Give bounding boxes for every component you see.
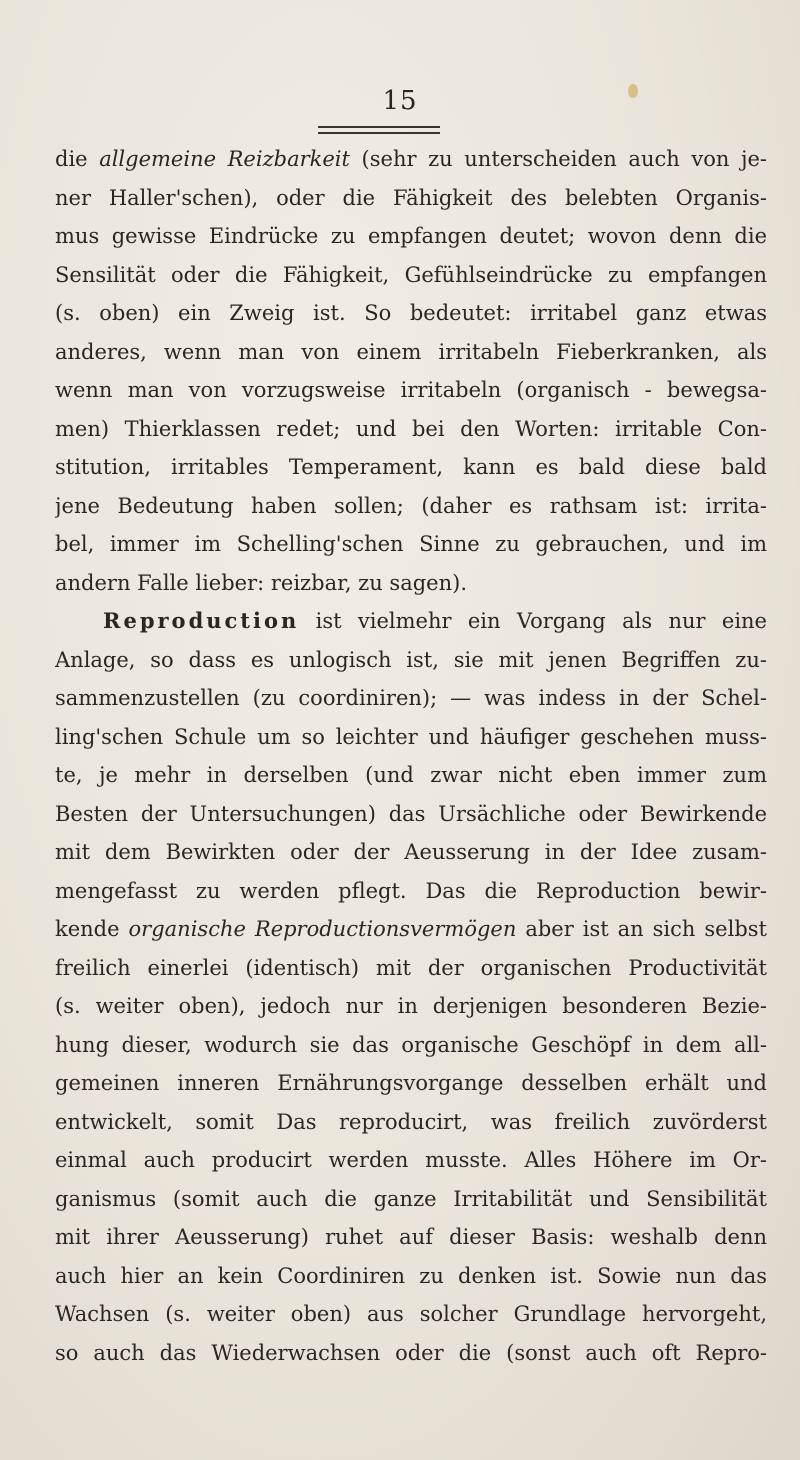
body-text <box>55 140 767 1372</box>
text-line: stitution, irritables Temperament, kann es bald diese bald <box>55 455 767 479</box>
text-line: bel, immer im Schelling'schen Sinne zu gebrauchen, und im <box>55 532 767 556</box>
text-line: mus gewisse Eindrücke zu empfangen deutet; wovon denn die <box>55 224 767 248</box>
text-line: te, je mehr in derselben (und zwar nicht eben immer zum <box>55 763 767 787</box>
text-line: die allgemeine Reizbarkeit (sehr zu unterscheiden auch von je- <box>55 147 767 171</box>
text-line: Besten der Untersuchungen) das Ursächliche oder Bewirkende <box>55 801 767 826</box>
text-line: auch hier an kein Coordiniren zu denken ist. Sowie nun das <box>55 1263 767 1288</box>
text-line: (s. oben) ein Zweig ist. So bedeutet: irritabel ganz etwas <box>55 301 767 325</box>
text-line: gemeinen inneren Ernährungsvorgange desselben erhält und <box>55 1071 767 1095</box>
text-line: mit dem Bewirkten oder der Aeusserung in der Idee zusam- <box>55 840 767 864</box>
term-reproduction: Reproduction <box>103 608 300 633</box>
page-number: 15 <box>382 86 418 116</box>
text-line: mengefasst zu werden pflegt. Das die Reproduction bewir- <box>55 878 767 903</box>
text-line: (s. weiter oben), jedoch nur in derjenigen besonderen Bezie- <box>55 994 767 1018</box>
text-line: so auch das Wiederwachsen oder die (sonst auch oft Repro- <box>55 1340 767 1365</box>
text-line: wenn man von vorzugsweise irritabeln (organisch - bewegsa- <box>55 378 767 402</box>
header-rule-upper <box>318 126 440 128</box>
text-line: einmal auch producirt werden musste. Alles Höhere im Or- <box>55 1148 767 1172</box>
text-line: men) Thierklassen redet; und bei den Worten: irritable Con- <box>55 416 767 441</box>
text-line: jene Bedeutung haben sollen; (daher es rathsam ist: irrita- <box>55 493 767 518</box>
text-line: freilich einerlei (identisch) mit der organischen Productivität <box>55 955 767 980</box>
text-line: ling'schen Schule um so leichter und häufiger geschehen muss- <box>55 724 767 749</box>
emphasis: allgemeine Reizbarkeit <box>99 147 350 171</box>
text-line: mit ihrer Aeusserung) ruhet auf dieser Basis: weshalb denn <box>55 1225 767 1249</box>
text-line: Reproduction ist vielmehr ein Vorgang als nur eine <box>103 608 767 633</box>
text-line: ner Haller'schen), oder die Fähigkeit des belebten Organis- <box>55 185 767 210</box>
text-line: Wachsen (s. weiter oben) aus solcher Grundlage hervorgeht, <box>55 1302 767 1326</box>
emphasis: organische Reproductionsvermögen <box>128 917 517 941</box>
text-line: andern Falle lieber: reizbar, zu sagen). <box>55 570 467 595</box>
text-line: Anlage, so dass es unlogisch ist, sie mit jenen Begriffen zu- <box>55 647 767 672</box>
text-line: kende organische Reproductionsvermögen aber ist an sich selbst <box>55 917 767 941</box>
text-line: Sensilität oder die Fähigkeit, Gefühlseindrücke zu empfangen <box>55 262 767 287</box>
text-line: hung dieser, wodurch sie das organische Geschöpf in dem all- <box>55 1032 767 1057</box>
text-line: sammenzustellen (zu coordiniren); — was indess in der Schel- <box>55 686 767 710</box>
text-line: entwickelt, somit Das reproducirt, was freilich zuvörderst <box>55 1109 767 1134</box>
header-rule-lower <box>318 132 440 134</box>
text-line: anderes, wenn man von einem irritabeln Fieberkranken, als <box>55 339 767 364</box>
text-line: ganismus (somit auch die ganze Irritabilität und Sensibilität <box>55 1186 767 1211</box>
